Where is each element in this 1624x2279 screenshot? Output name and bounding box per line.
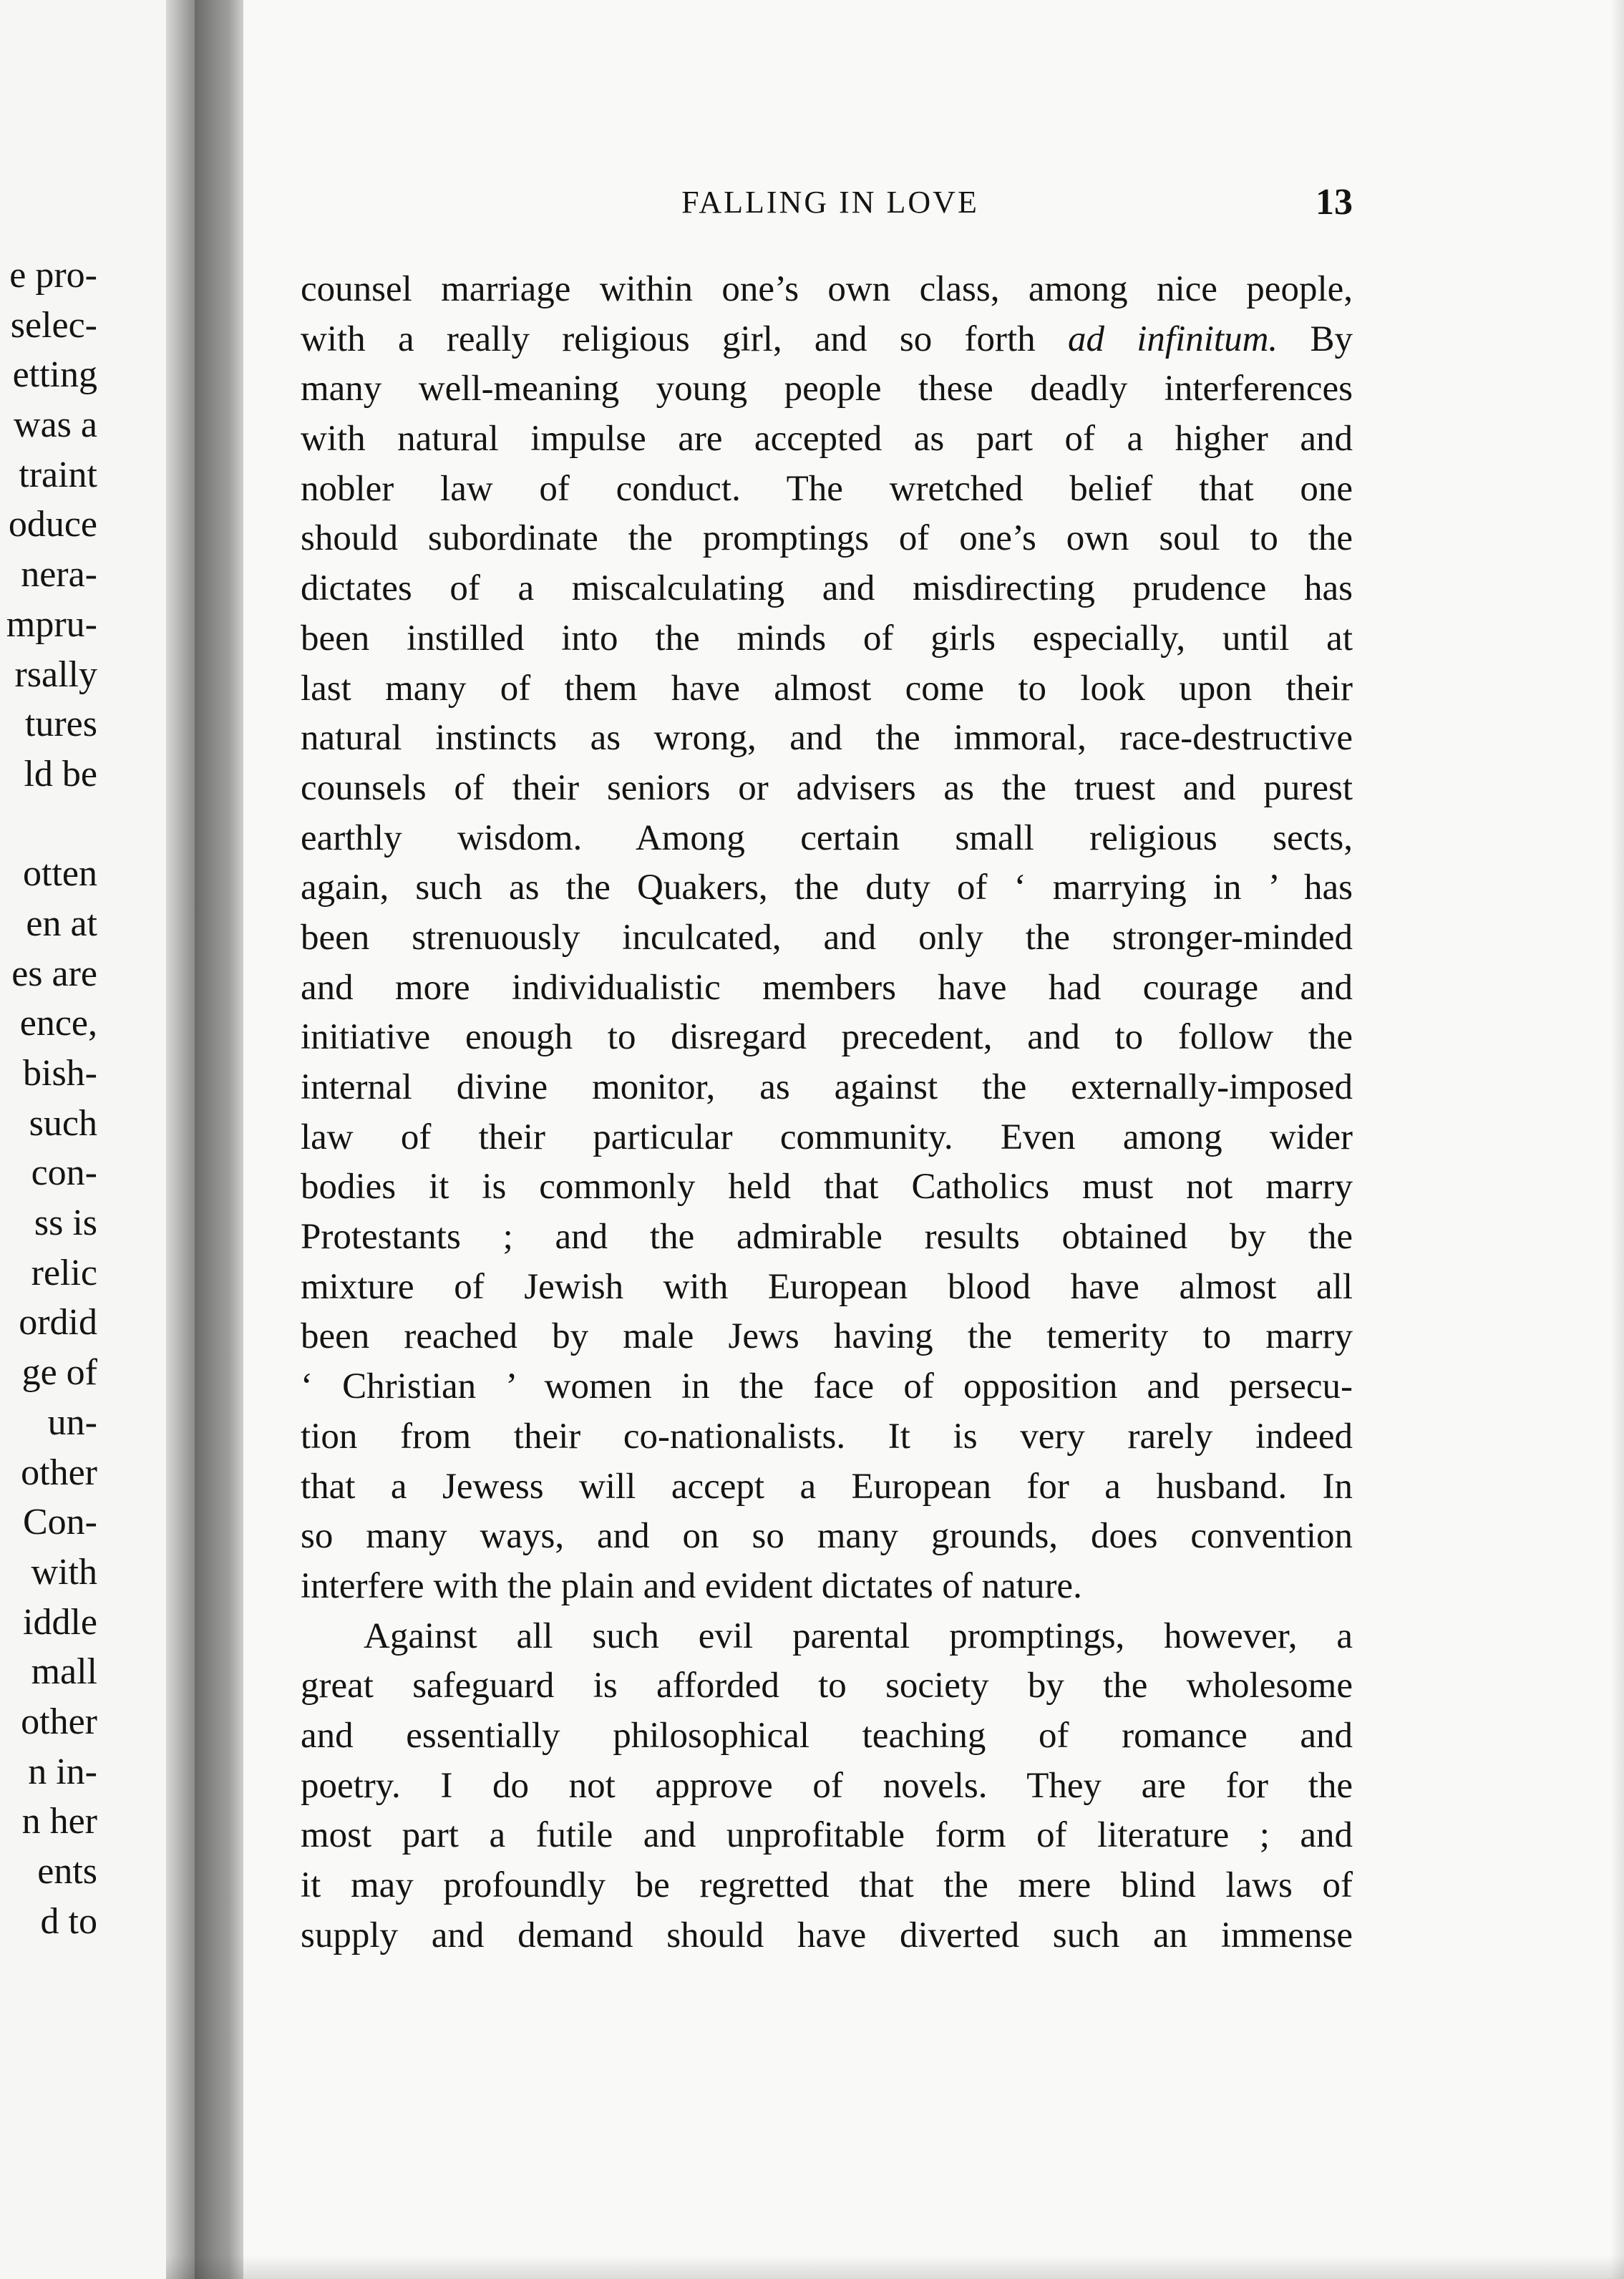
body-line: counsels of their seniors or advisers as the truest and purest [301,767,1353,808]
body-line-with-italic [301,315,1353,365]
body-line: should subordinate the promptings of one’s own soul to the [301,518,1353,559]
left-fragment-line: es are [11,953,97,994]
body-line: natural instincts as wrong, and the immoral, race-destructive [301,718,1353,759]
body-line: ‘ Christian ’ women in the face of opposition and persecu- [301,1366,1353,1407]
left-fragment-line: ld be [24,753,97,795]
body-line: mixture of Jewish with European blood have almost all [301,1266,1353,1307]
running-header [308,178,1353,228]
left-fragment-line: with [31,1551,97,1593]
body-line: initiative enough to disregard precedent, and to follow the [301,1017,1353,1058]
body-line: bodies it is commonly held that Catholics must not marry [301,1167,1353,1207]
body-line: dictates of a miscalculating and misdirecting prudence has [301,568,1353,609]
body-line-segment: By [1310,319,1353,359]
body-line: and essentially philosophical teaching of romance and [301,1715,1353,1756]
left-fragment-line: selec- [10,304,97,346]
body-line: again, such as the Quakers, the duty of ‘ marrying in ’ has [301,868,1353,908]
left-fragment-line: ordid [19,1302,97,1343]
body-line: many well-meaning young people these deadly interferences [301,369,1353,409]
body-line: nobler law of conduct. The wretched belief that one [301,468,1353,509]
running-head-title: FALLING IN LOVE [681,185,979,220]
italic-phrase: ad infinitum. [1067,319,1278,359]
left-fragment-line: other [21,1452,97,1493]
right-page-edge [1610,0,1624,2279]
body-line: been strenuously inculcated, and only the stronger-minded [301,917,1353,958]
left-fragment-line [0,800,97,850]
body-line-segment: with a really religious girl, and so forth [301,319,1036,359]
left-fragment-line: ents [37,1851,97,1892]
left-fragment-line: n in- [28,1751,97,1792]
body-line: it may profoundly be regretted that the mere blind laws of [301,1865,1353,1905]
body-line: poetry. I do not approve of novels. They are for the [301,1765,1353,1806]
left-fragment-line: bish- [23,1053,97,1094]
left-fragment-line: en at [26,903,97,944]
page-number: 13 [1316,182,1353,223]
body-line: last many of them have almost come to look upon their [301,668,1353,709]
body-line-paragraph-end: interfere with the plain and evident dictates of nature. [301,1565,1082,1606]
book-binding-edge [195,0,243,2279]
left-fragment-line: ge of [21,1352,97,1394]
body-line: most part a futile and unprofitable form of literature ; and [301,1815,1353,1856]
left-fragment-line: n her [21,1801,97,1842]
left-fragment-line: mall [31,1651,97,1693]
bottom-edge-shadow [166,2255,1624,2279]
left-fragment-line: mpru- [6,603,97,645]
left-fragment-line: oduce [8,504,97,545]
left-fragment-line: nera- [21,554,97,596]
body-line-paragraph-start: Against all such evil parental promptings, however, a [364,1615,1353,1656]
body-line: supply and demand should have diverted such an immense [301,1915,1353,1955]
left-fragment-line: was a [14,404,97,446]
body-line: with natural impulse are accepted as part of a higher and [301,419,1353,460]
body-line: Protestants ; and the admirable results obtained by the [301,1217,1353,1258]
left-fragment-line: Con- [23,1502,97,1543]
left-fragment-line: ss is [34,1202,97,1244]
body-line: great safeguard is afforded to society by the wholesome [301,1666,1353,1706]
left-fragment-line: iddle [23,1601,97,1643]
page-body-text [301,265,1353,1960]
left-fragment-line: e pro- [9,255,97,296]
left-facing-page [0,0,166,2279]
left-fragment-line: such [29,1102,97,1144]
left-fragment-line: relic [31,1252,97,1293]
body-line: that a Jewess will accept a European for a husband. In [301,1466,1353,1507]
body-line: and more individualistic members have had courage and [301,967,1353,1008]
body-line: earthly wisdom. Among certain small religious sects, [301,817,1353,858]
book-gutter-shadow [166,0,195,2279]
body-line: been instilled into the minds of girls especially, until at [301,618,1353,659]
left-fragment-line: otten [23,853,97,895]
body-line: law of their particular community. Even among wider [301,1117,1353,1157]
body-line: counsel marriage within one’s own class, among nice people, [301,269,1353,309]
left-fragment-line: rsally [14,653,97,695]
body-line: tion from their co-nationalists. It is very rarely indeed [301,1416,1353,1457]
left-fragment-line: etting [12,354,97,396]
left-fragment-line: un- [47,1401,97,1443]
body-line: internal divine monitor, as against the externally-imposed [301,1067,1353,1107]
left-fragment-line: con- [31,1152,97,1194]
left-page-text-fragments [0,251,97,1946]
left-fragment-line: d to [40,1900,97,1942]
left-fragment-line: tures [24,704,97,745]
left-fragment-line: other [21,1701,97,1742]
left-fragment-line: ence, [19,1003,97,1044]
body-line: been reached by male Jews having the temerity to marry [301,1316,1353,1357]
left-fragment-line: traint [19,454,97,495]
body-line: so many ways, and on so many grounds, does convention [301,1516,1353,1557]
